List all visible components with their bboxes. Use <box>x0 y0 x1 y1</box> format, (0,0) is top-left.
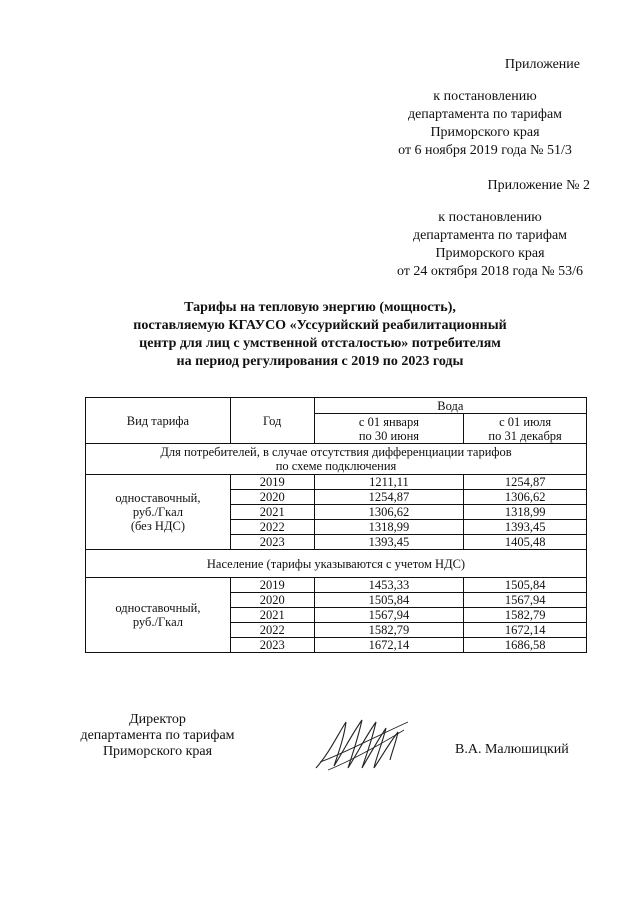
header-second-half-line: с 01 июля <box>499 414 552 429</box>
appendix-1-line: к постановлению <box>433 89 537 104</box>
year-cell: 2023 <box>230 535 314 550</box>
first-half-value: 1453,33 <box>314 578 464 593</box>
signatory-position-line: департамента по тарифам <box>80 728 235 743</box>
second-half-value: 1254,87 <box>464 475 587 490</box>
first-half-value: 1505,84 <box>314 593 464 608</box>
year-cell: 2020 <box>230 490 314 505</box>
section-1-tariff-type <box>86 475 231 550</box>
second-half-value: 1686,58 <box>464 638 587 653</box>
tariff-type-line: руб./Гкал <box>132 615 183 629</box>
second-half-value: 1306,62 <box>464 490 587 505</box>
section-1-title-line: Для потребителей, в случае отсутствия дифференциации тарифов <box>160 445 512 459</box>
year-cell: 2022 <box>230 520 314 535</box>
header-water: Вода <box>314 398 586 414</box>
signatory-position-line: Директор <box>129 712 186 727</box>
header-first-half-line: по 30 июня <box>358 428 420 443</box>
tariff-type-line: одноставочный, <box>115 601 201 615</box>
appendix-2-block <box>390 177 590 281</box>
header-second-half-line: по 31 декабря <box>488 428 562 443</box>
first-half-value: 1393,45 <box>314 535 464 550</box>
section-2-title: Население (тарифы указываются с учетом НДС) <box>86 550 587 578</box>
header-second-half <box>464 414 587 444</box>
signatory-position <box>50 712 265 760</box>
appendix-2-line: Приморского края <box>435 246 545 261</box>
first-half-value: 1306,62 <box>314 505 464 520</box>
second-half-value: 1393,45 <box>464 520 587 535</box>
tariff-type-line: одноставочный, <box>115 491 201 505</box>
signatory-position-line: Приморского края <box>102 744 213 759</box>
tariff-type-line: руб./Гкал <box>132 505 183 519</box>
first-half-value: 1567,94 <box>314 608 464 623</box>
title-line: на период регулирования с 2019 по 2023 годы <box>176 354 464 369</box>
appendix-2-line: от 24 октября 2018 года № 53/6 <box>396 264 584 279</box>
second-half-value: 1405,48 <box>464 535 587 550</box>
second-half-value: 1672,14 <box>464 623 587 638</box>
second-half-value: 1318,99 <box>464 505 587 520</box>
appendix-2-line: к постановлению <box>438 210 542 225</box>
title-line: центр для лиц с умственной отсталостью» потребителям <box>139 336 501 351</box>
tariff-type-line: (без НДС) <box>130 519 185 533</box>
section-2-tariff-type <box>86 578 231 653</box>
year-cell: 2019 <box>230 475 314 490</box>
header-first-half <box>314 414 464 444</box>
appendix-2-line: департамента по тарифам <box>412 228 568 243</box>
title-line: поставляемую КГАУСО «Уссурийский реабилитационный <box>133 318 507 333</box>
title-line: Тарифы на тепловую энергию (мощность), <box>184 300 456 315</box>
first-half-value: 1211,11 <box>314 475 464 490</box>
appendix-2-title: Приложение № 2 <box>487 178 590 193</box>
year-cell: 2023 <box>230 638 314 653</box>
year-cell: 2021 <box>230 505 314 520</box>
appendix-1-line: департамента по тарифам <box>407 107 563 122</box>
first-half-value: 1582,79 <box>314 623 464 638</box>
second-half-value: 1567,94 <box>464 593 587 608</box>
tariffs-table <box>85 397 587 653</box>
year-cell: 2021 <box>230 608 314 623</box>
appendix-1-line: от 6 ноября 2019 года № 51/3 <box>398 143 572 158</box>
appendix-1-title: Приложение <box>504 57 580 72</box>
first-half-value: 1672,14 <box>314 638 464 653</box>
section-1-title-line: по схеме подключения <box>275 459 397 473</box>
year-cell: 2020 <box>230 593 314 608</box>
section-1-title <box>86 444 587 475</box>
handwritten-signature <box>308 712 416 774</box>
year-cell: 2022 <box>230 623 314 638</box>
signatory-name: В.А. Малюшицкий <box>455 742 569 757</box>
first-half-value: 1318,99 <box>314 520 464 535</box>
second-half-value: 1582,79 <box>464 608 587 623</box>
year-cell: 2019 <box>230 578 314 593</box>
header-tariff-type: Вид тарифа <box>86 398 231 444</box>
second-half-value: 1505,84 <box>464 578 587 593</box>
appendix-1-line: Приморского края <box>430 125 540 140</box>
appendix-1-block <box>390 56 580 160</box>
document-title <box>60 299 580 371</box>
header-year: Год <box>230 398 314 444</box>
header-first-half-line: с 01 января <box>358 414 419 429</box>
first-half-value: 1254,87 <box>314 490 464 505</box>
